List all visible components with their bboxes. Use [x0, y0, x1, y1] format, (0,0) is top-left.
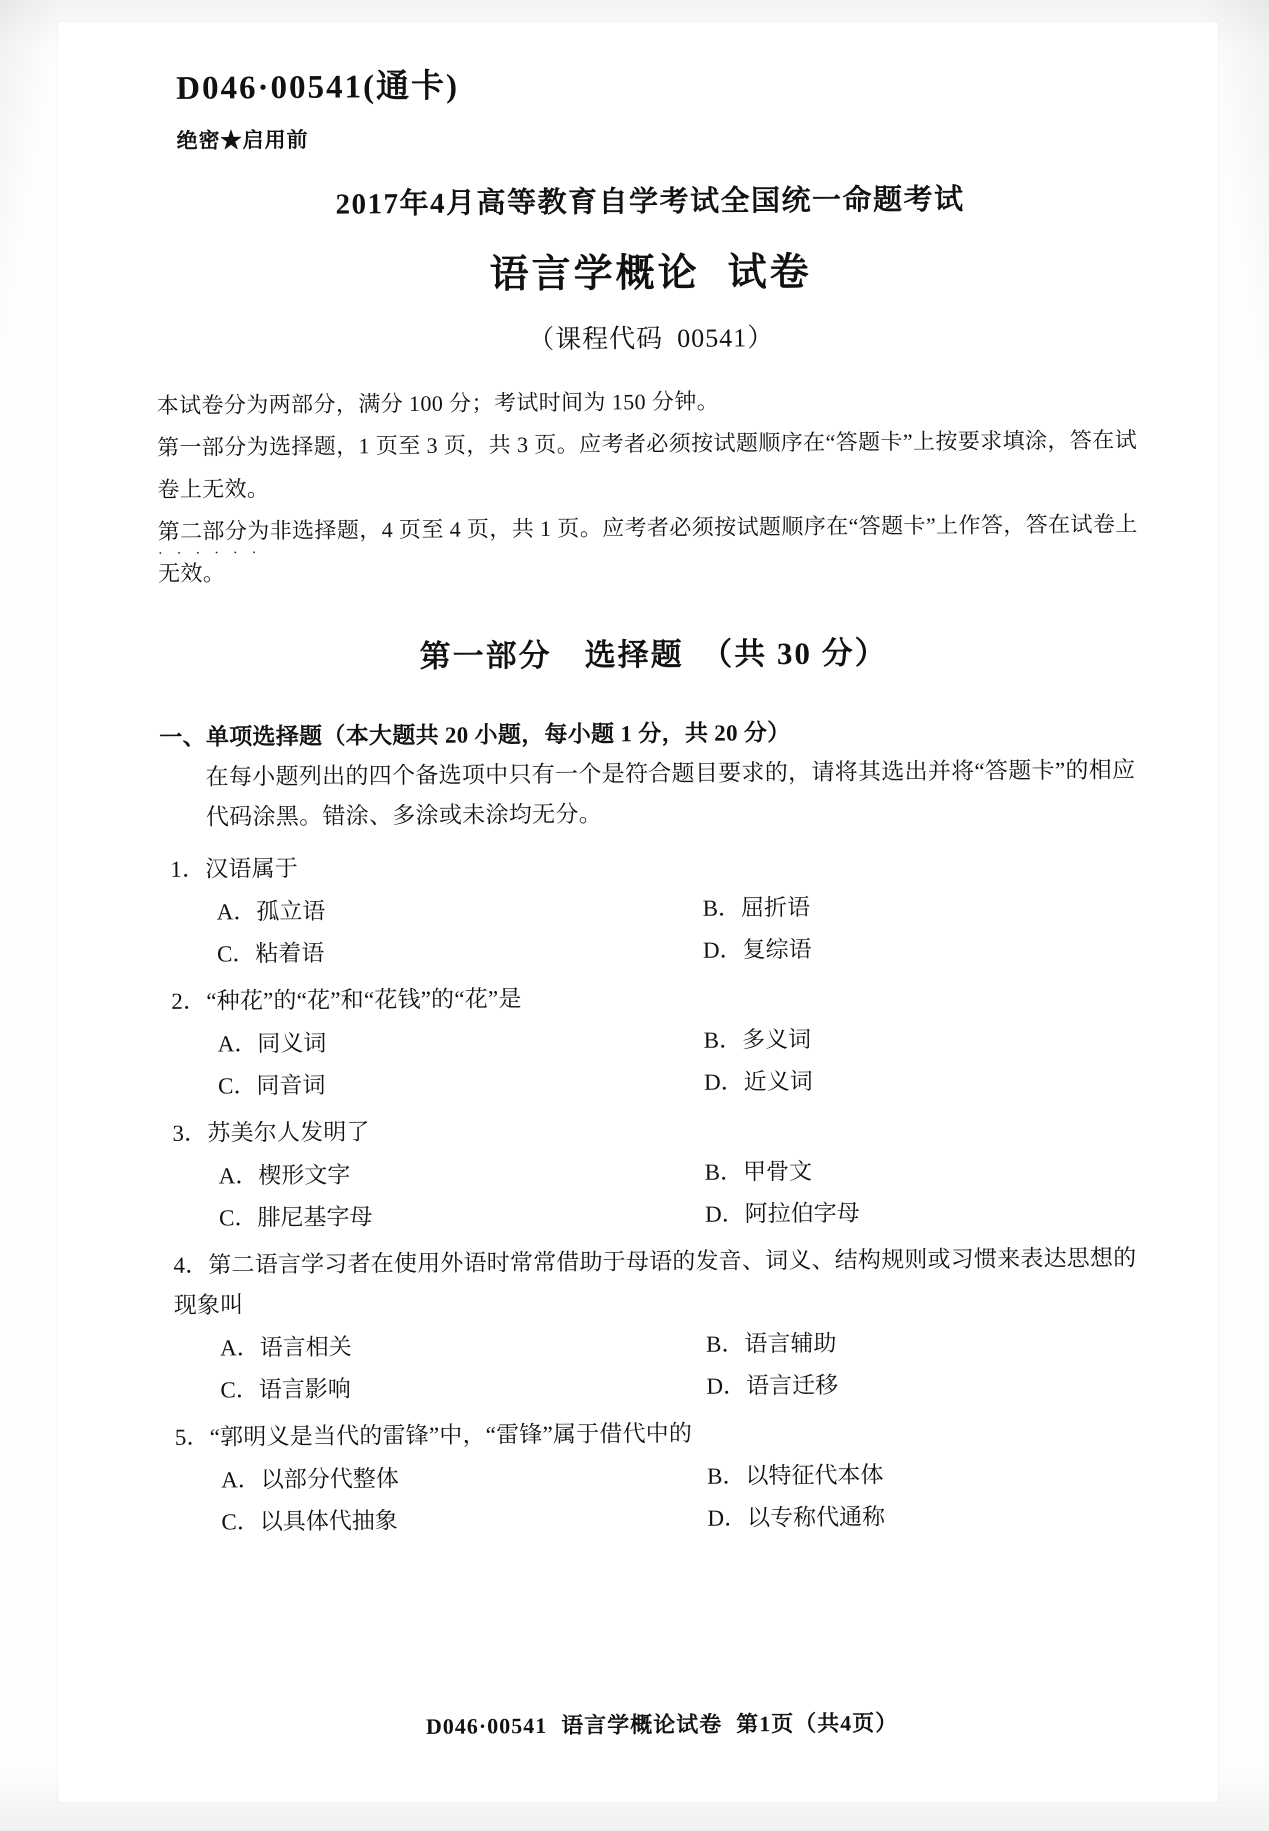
- option-group: [219, 1148, 1150, 1239]
- option-b[interactable]: [703, 884, 1133, 929]
- question-number: 5．: [174, 1424, 210, 1450]
- instruction-line-2: 第一部分为选择题，1 页至 3 页，共 3 页。应考者必须按试题顺序在“答题卡”上按要求填涂，答在试卷上无效。: [156, 427, 1138, 502]
- course-code-label: （课程代码: [528, 324, 664, 355]
- question-text: “郭明义是当代的雷锋”中，“雷锋”属于借代中的: [209, 1420, 693, 1450]
- option-text: 语言相关: [259, 1334, 352, 1361]
- question-number: 1．: [170, 856, 206, 882]
- section-one-heading: [159, 710, 1150, 838]
- option-group: [218, 1016, 1149, 1107]
- option-label: D．: [702, 937, 743, 963]
- option-label: D．: [707, 1505, 748, 1531]
- option-label: C．: [216, 941, 256, 967]
- option-a[interactable]: [219, 1152, 649, 1197]
- option-d[interactable]: [706, 1362, 1136, 1407]
- option-label: A．: [218, 1163, 259, 1189]
- exam-title: 2017年4月高等教育自学考试全国统一命题考试: [335, 183, 965, 221]
- course-code-value: 00541）: [677, 323, 775, 353]
- option-d[interactable]: [703, 926, 1133, 971]
- option-c[interactable]: [219, 1194, 649, 1239]
- option-text: 语言影响: [258, 1376, 351, 1403]
- question-item: [162, 1106, 1153, 1240]
- option-label: A．: [221, 1467, 261, 1493]
- option-text: 甲骨文: [742, 1158, 813, 1185]
- footer-page: 第1页（共4页）: [736, 1710, 899, 1737]
- instruction-line-3: 第二部分为非选择题，4 页至 4 页，共 1 页。应考者必须按试题顺序在“答题卡”上作答，答在试卷上无效。 · · ·: [158, 503, 1149, 595]
- option-label: C．: [218, 1205, 258, 1231]
- question-text: 汉语属于: [205, 855, 299, 882]
- paper-title: [155, 238, 1145, 302]
- course-code: [156, 314, 1146, 359]
- question-item: [161, 974, 1152, 1108]
- option-text: 粘着语: [255, 940, 325, 967]
- option-label: B．: [704, 1159, 744, 1185]
- question-stem: [171, 974, 1151, 1022]
- footer-code: D046·00541: [425, 1712, 548, 1739]
- option-a[interactable]: [221, 1456, 651, 1501]
- question-number: 3．: [172, 1120, 208, 1146]
- footer-title: 语言学概论试卷: [561, 1711, 723, 1738]
- option-text: 孤立语: [256, 898, 326, 925]
- option-d[interactable]: [707, 1494, 1137, 1539]
- section-heading-text: 一、单项选择题（本大题共 20 小题，每小题 1 分，共 20 分）: [159, 720, 791, 750]
- option-label: A．: [220, 1335, 260, 1361]
- option-text: 屈折语: [740, 894, 811, 921]
- option-label: D．: [703, 1069, 744, 1095]
- option-label: B．: [707, 1463, 746, 1489]
- question-text: “种花”的“花”和“花钱”的“花”是: [206, 986, 522, 1014]
- question-item: [163, 1238, 1154, 1412]
- option-label: B．: [703, 1027, 743, 1053]
- option-b[interactable]: [705, 1148, 1135, 1193]
- option-text: 腓尼基字母: [257, 1204, 373, 1231]
- option-d[interactable]: [705, 1190, 1135, 1235]
- option-c[interactable]: [221, 1498, 651, 1543]
- part-one-title: 第一部分 选择题 （共 30 分）: [419, 635, 888, 674]
- option-group: [217, 884, 1148, 975]
- document-content: [154, 54, 1156, 1739]
- question-stem: [175, 1410, 1155, 1458]
- question-list: [160, 842, 1155, 1544]
- section-subheading-text: 在每小题列出的四个备选项中只有一个是符合题目要求的，请将其选出并将“答题卡”的相应代码涂黑。错涂、多涂或未涂均无分。: [205, 757, 1136, 830]
- paper-sheet: [58, 22, 1218, 1802]
- option-text: 同音词: [256, 1072, 326, 1099]
- option-text: 语言迁移: [745, 1372, 839, 1399]
- instruction-line-1: 本试卷分为两部分，满分 100 分；考试时间为 150 分钟。: [156, 388, 720, 418]
- option-label: C．: [220, 1377, 259, 1403]
- option-b[interactable]: [707, 1452, 1137, 1497]
- question-number: 2．: [171, 988, 207, 1014]
- option-label: C．: [217, 1073, 257, 1099]
- option-b[interactable]: [704, 1016, 1134, 1061]
- option-label: D．: [706, 1373, 747, 1399]
- option-label: A．: [216, 899, 257, 925]
- question-number: 4．: [173, 1252, 209, 1278]
- option-text: 楔形文字: [258, 1162, 351, 1189]
- option-a[interactable]: [217, 888, 647, 933]
- option-label: C．: [221, 1509, 260, 1535]
- instructions-block: [157, 377, 1149, 595]
- option-label: B．: [702, 895, 742, 921]
- option-label: D．: [704, 1201, 745, 1227]
- option-c[interactable]: [217, 930, 647, 975]
- option-text: 以专称代通称: [746, 1504, 886, 1531]
- option-c[interactable]: [218, 1062, 648, 1107]
- option-text: 多义词: [741, 1026, 812, 1053]
- question-text: 苏美尔人发明了: [207, 1119, 370, 1146]
- option-label: A．: [217, 1031, 258, 1057]
- question-item: [165, 1410, 1156, 1544]
- paper-title-main: 语言学概论: [489, 251, 700, 297]
- option-label: B．: [705, 1331, 745, 1357]
- confidential-notice: 绝密★启用前: [176, 127, 309, 153]
- option-text: 同义词: [257, 1030, 327, 1057]
- option-a[interactable]: [220, 1324, 650, 1369]
- question-stem: [173, 1238, 1154, 1326]
- option-c[interactable]: [220, 1366, 650, 1411]
- question-text: 第二语言学习者在使用外语时常常借助于母语的发音、词义、结构规则或习惯来表达思想的现象叫: [173, 1245, 1137, 1318]
- option-group: [220, 1320, 1151, 1411]
- option-text: 以部分代整体: [260, 1466, 399, 1493]
- question-stem: [172, 1106, 1152, 1154]
- option-d[interactable]: [704, 1058, 1134, 1103]
- question-item: [160, 842, 1151, 976]
- option-text: 以特征代本体: [745, 1462, 884, 1489]
- exam-code: D046·00541(通卡): [176, 68, 460, 107]
- option-a[interactable]: [218, 1020, 648, 1065]
- option-b[interactable]: [706, 1320, 1136, 1365]
- option-group: [221, 1452, 1152, 1543]
- question-stem: [170, 842, 1150, 890]
- page-footer: [167, 1704, 1157, 1743]
- option-text: 语言辅助: [744, 1330, 837, 1357]
- option-text: 以具体代抽象: [259, 1508, 398, 1535]
- paper-title-sub: 试卷: [727, 250, 812, 295]
- option-text: 阿拉伯字母: [744, 1200, 860, 1227]
- option-text: 复综语: [742, 936, 812, 963]
- option-text: 近义词: [743, 1068, 813, 1095]
